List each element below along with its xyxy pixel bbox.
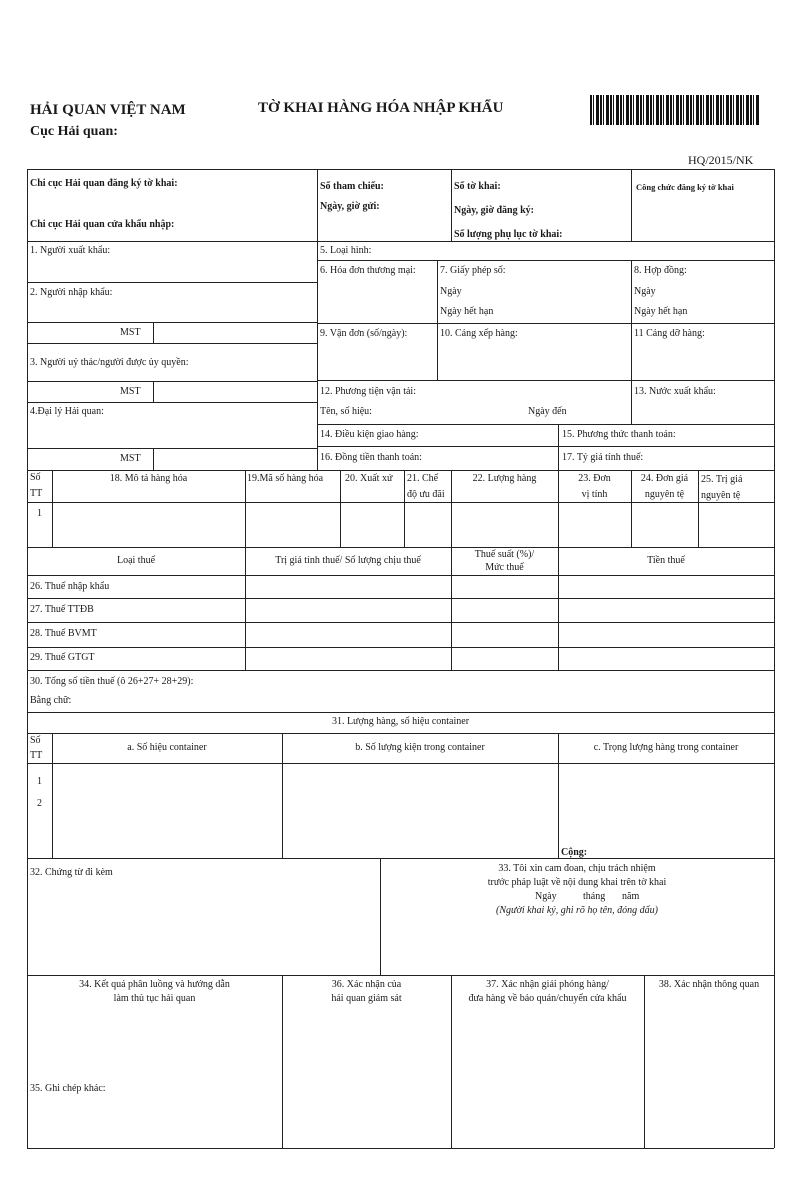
result-label-1: 34. Kết quả phân luồng và hướng dẫn [79, 979, 230, 990]
tax-rate-header-b: Mức thuế [485, 562, 524, 573]
tax-rate-header-a: Thuế suất (%)/ [474, 549, 535, 560]
page-title: TỜ KHAI HÀNG HÓA NHẬP KHẨU [258, 100, 504, 116]
supervision-label-2: hải quan giám sát [331, 993, 402, 1004]
container-stt-b: TT [30, 750, 43, 761]
commitment-line-2: trước pháp luật về nội dung khai trên tờ khai [487, 877, 667, 888]
entrust-label: 3. Người uỷ thác/người được ủy quyền: [30, 357, 189, 368]
supervision-label-1: 36. Xác nhận của [331, 979, 402, 990]
org-name: HẢI QUAN VIỆT NAM [30, 102, 186, 118]
tax-vat-label: 29. Thuế GTGT [30, 652, 95, 663]
appendix-label: Số lượng phụ lục tờ khai: [454, 229, 563, 240]
attached-docs-label: 32. Chứng từ đi kèm [30, 867, 113, 878]
license-label: 7. Giấy phép số: [440, 265, 506, 276]
container-stt-a: Số [30, 735, 41, 746]
invoice-label: 6. Hóa đơn thương mại: [320, 265, 416, 276]
license-expiry-label: Ngày hết hạn [440, 306, 494, 317]
ref-no-label: Số tham chiếu: [320, 181, 384, 192]
tax-amount-header: Tiền thuế [647, 555, 685, 566]
contract-date-label: Ngày [634, 286, 656, 297]
goods-value-header-a: 25. Trị giá [701, 474, 743, 485]
contract-expiry-label: Ngày hết hạn [634, 306, 688, 317]
rate-label: 17. Tỷ giá tính thuế: [562, 452, 644, 463]
goods-unit-header-b: vị tính [581, 489, 608, 500]
delivery-label: 14. Điều kiện giao hàng: [320, 429, 419, 440]
send-date-label: Ngày, giờ gửi: [320, 201, 380, 212]
goods-stt-b: TT [30, 488, 43, 499]
goods-row-1-stt: 1 [37, 508, 42, 519]
commitment-line-1: 33. Tôi xin cam đoan, chịu trách nhiệm [498, 863, 656, 874]
contract-label: 8. Hợp đồng: [634, 265, 687, 276]
unload-port-label: 11 Cảng dỡ hàng: [634, 328, 705, 339]
clearance-label: 38. Xác nhận thông quan [658, 979, 760, 990]
mst-label-2: MST [120, 386, 141, 397]
tax-import-label: 26. Thuế nhập khẩu [30, 581, 110, 592]
release-label-1: 37. Xác nhận giải phóng hàng/ [486, 979, 609, 990]
transport-label: 12. Phương tiện vận tải: [320, 386, 416, 397]
mst-label-3: MST [120, 453, 141, 464]
tax-env-label: 28. Thuế BVMT [30, 628, 97, 639]
commitment-day: Ngày [535, 891, 557, 902]
commitment-month: tháng [583, 891, 606, 902]
load-port-label: 10. Cảng xếp hàng: [440, 328, 518, 339]
type-label: 5. Loại hình: [320, 245, 372, 256]
tax-type-header: Loại thuế [116, 555, 156, 566]
tax-base-header: Trị giá tính thuế/ Số lượng chịu thuế [275, 555, 421, 566]
goods-value-header-b: nguyên tệ [701, 490, 741, 501]
goods-desc-header: 18. Mô tả hàng hóa [109, 473, 188, 484]
currency-label: 16. Đồng tiền thanh toán: [320, 452, 422, 463]
container-row-1: 1 [37, 776, 42, 787]
release-label-2: đưa hàng về bảo quản/chuyển cửa khẩu [468, 993, 627, 1004]
container-no-header: a. Số hiệu container [127, 742, 207, 753]
name-no-label: Tên, số hiệu: [320, 406, 372, 417]
goods-hs-header: 19.Mã số hàng hóa [247, 473, 324, 484]
decl-no-label: Số tờ khai: [454, 181, 501, 192]
bill-label: 9. Vận đơn (số/ngày): [320, 328, 408, 339]
goods-unit-header-a: 23. Đơn [578, 473, 611, 484]
license-date-label: Ngày [440, 286, 462, 297]
arrival-label: Ngày đến [528, 406, 567, 417]
payment-method-label: 15. Phương thức thanh toán: [562, 429, 676, 440]
branch-gate-label: Chi cục Hải quan cửa khẩu nhập: [30, 219, 175, 230]
goods-pref-header-a: 21. Chế [407, 473, 439, 484]
dept-label: Cục Hải quan: [30, 124, 118, 139]
goods-price-header-b: nguyên tệ [644, 489, 685, 500]
result-label-2: làm thủ tục hải quan [113, 993, 196, 1004]
officer-label: Công chức đăng ký tờ khai [636, 182, 734, 192]
other-notes-label: 35. Ghi chép khác: [30, 1083, 106, 1094]
form-code: HQ/2015/NK [688, 153, 754, 167]
container-pkg-header: b. Số lượng kiện trong container [355, 742, 485, 753]
branch-register-label: Chi cục Hải quan đăng ký tờ khai: [30, 178, 178, 189]
container-sum-label: Cộng: [561, 847, 588, 858]
tax-special-label: 27. Thuế TTĐB [30, 604, 94, 615]
container-row-2: 2 [37, 798, 42, 809]
exporter-label: 1. Người xuất khẩu: [30, 245, 111, 256]
tax-total-label: 30. Tổng số tiền thuế (ô 26+27+ 28+29): [30, 676, 194, 687]
commitment-year: năm [622, 891, 640, 902]
tax-words-label: Bằng chữ: [30, 695, 72, 706]
goods-price-header-a: 24. Đơn giá [640, 473, 689, 484]
goods-origin-header: 20. Xuất xứ [345, 473, 393, 484]
goods-qty-header: 22. Lượng hàng [472, 473, 537, 484]
goods-stt-a: Số [30, 472, 41, 483]
mst-label-1: MST [120, 327, 141, 338]
importer-label: 2. Người nhập khẩu: [30, 287, 113, 298]
export-country-label: 13. Nước xuất khẩu: [634, 386, 716, 397]
commitment-sign-note: (Người khai ký, ghi rõ họ tên, đóng dấu) [496, 905, 658, 916]
container-weight-header: c. Trọng lượng hàng trong container [593, 742, 739, 753]
goods-pref-header-b: độ ưu đãi [407, 489, 445, 500]
barcode [590, 95, 760, 125]
agent-label: 4.Đại lý Hải quan: [30, 406, 104, 417]
container-title: 31. Lượng hàng, số hiệu container [331, 716, 470, 727]
reg-date-label: Ngày, giờ đăng ký: [454, 205, 534, 216]
